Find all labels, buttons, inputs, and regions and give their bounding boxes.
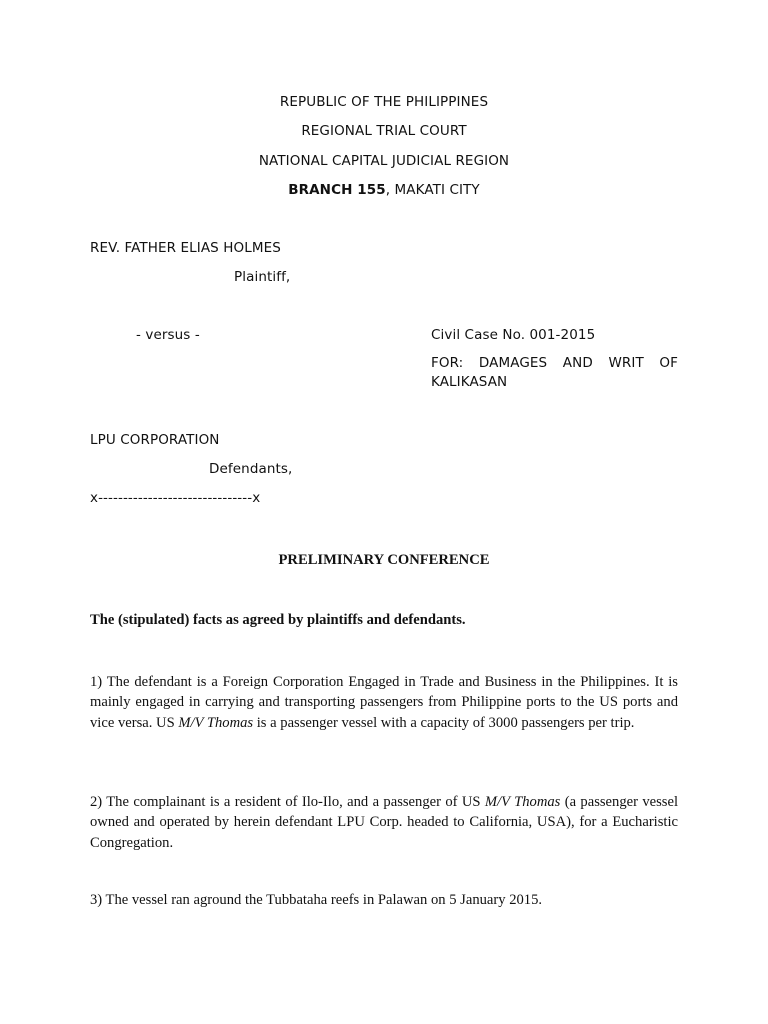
case-nature: FOR: DAMAGES AND WRIT OF KALIKASAN xyxy=(431,355,683,390)
fact-1-text-a: 1) The defendant is a Foreign Corporation Engaged in Trade and Business in the Philippines. It is mainly engaged in carrying and transporting passengers from Philippine ports to the US ports and vice versa. US xyxy=(90,674,678,731)
plaintiff-role: Plaintiff, xyxy=(234,269,291,285)
defendant-role: Defendants, xyxy=(209,461,293,477)
fact-3: 3) The vessel ran aground the Tubbataha reefs in Palawan on 5 January 2015. xyxy=(90,892,543,908)
fact-1 xyxy=(90,672,678,733)
caption-court: REGIONAL TRIAL COURT xyxy=(301,123,467,139)
caption-republic: REPUBLIC OF THE PHILIPPINES xyxy=(279,94,489,110)
document-title: PRELIMINARY CONFERENCE xyxy=(278,552,490,568)
caption-branch xyxy=(0,181,768,199)
case-number: Civil Case No. 001-2015 xyxy=(431,327,596,343)
fact-2 xyxy=(90,792,678,853)
caption-branch-city: , MAKATI CITY xyxy=(385,182,480,198)
plaintiff-name: REV. FATHER ELIAS HOLMES xyxy=(90,240,281,256)
fact-1-vessel-name: M/V Thomas xyxy=(178,714,254,731)
versus-label: - versus - xyxy=(136,327,200,343)
caption-separator: x-------------------------------x xyxy=(90,490,261,506)
fact-2-text-a: 2) The complainant is a resident of Ilo-Ilo, and a passenger of US xyxy=(90,794,485,810)
caption-branch-number: BRANCH 155 xyxy=(288,182,386,198)
fact-2-text-b: (a passenger vessel owned and operated by herein defendant LPU Corp. headed to California, USA), for a Eucharistic Congregation. xyxy=(90,794,679,851)
defendant-name: LPU CORPORATION xyxy=(90,432,220,448)
stipulated-facts-heading: The (stipulated) facts as agreed by plaintiffs and defendants. xyxy=(90,612,466,628)
fact-2-vessel-name: M/V Thomas xyxy=(484,794,561,810)
caption-region: NATIONAL CAPITAL JUDICIAL REGION xyxy=(258,153,510,169)
fact-1-text-b: is a passenger vessel with a capacity of 3000 passengers per trip. xyxy=(253,714,635,731)
